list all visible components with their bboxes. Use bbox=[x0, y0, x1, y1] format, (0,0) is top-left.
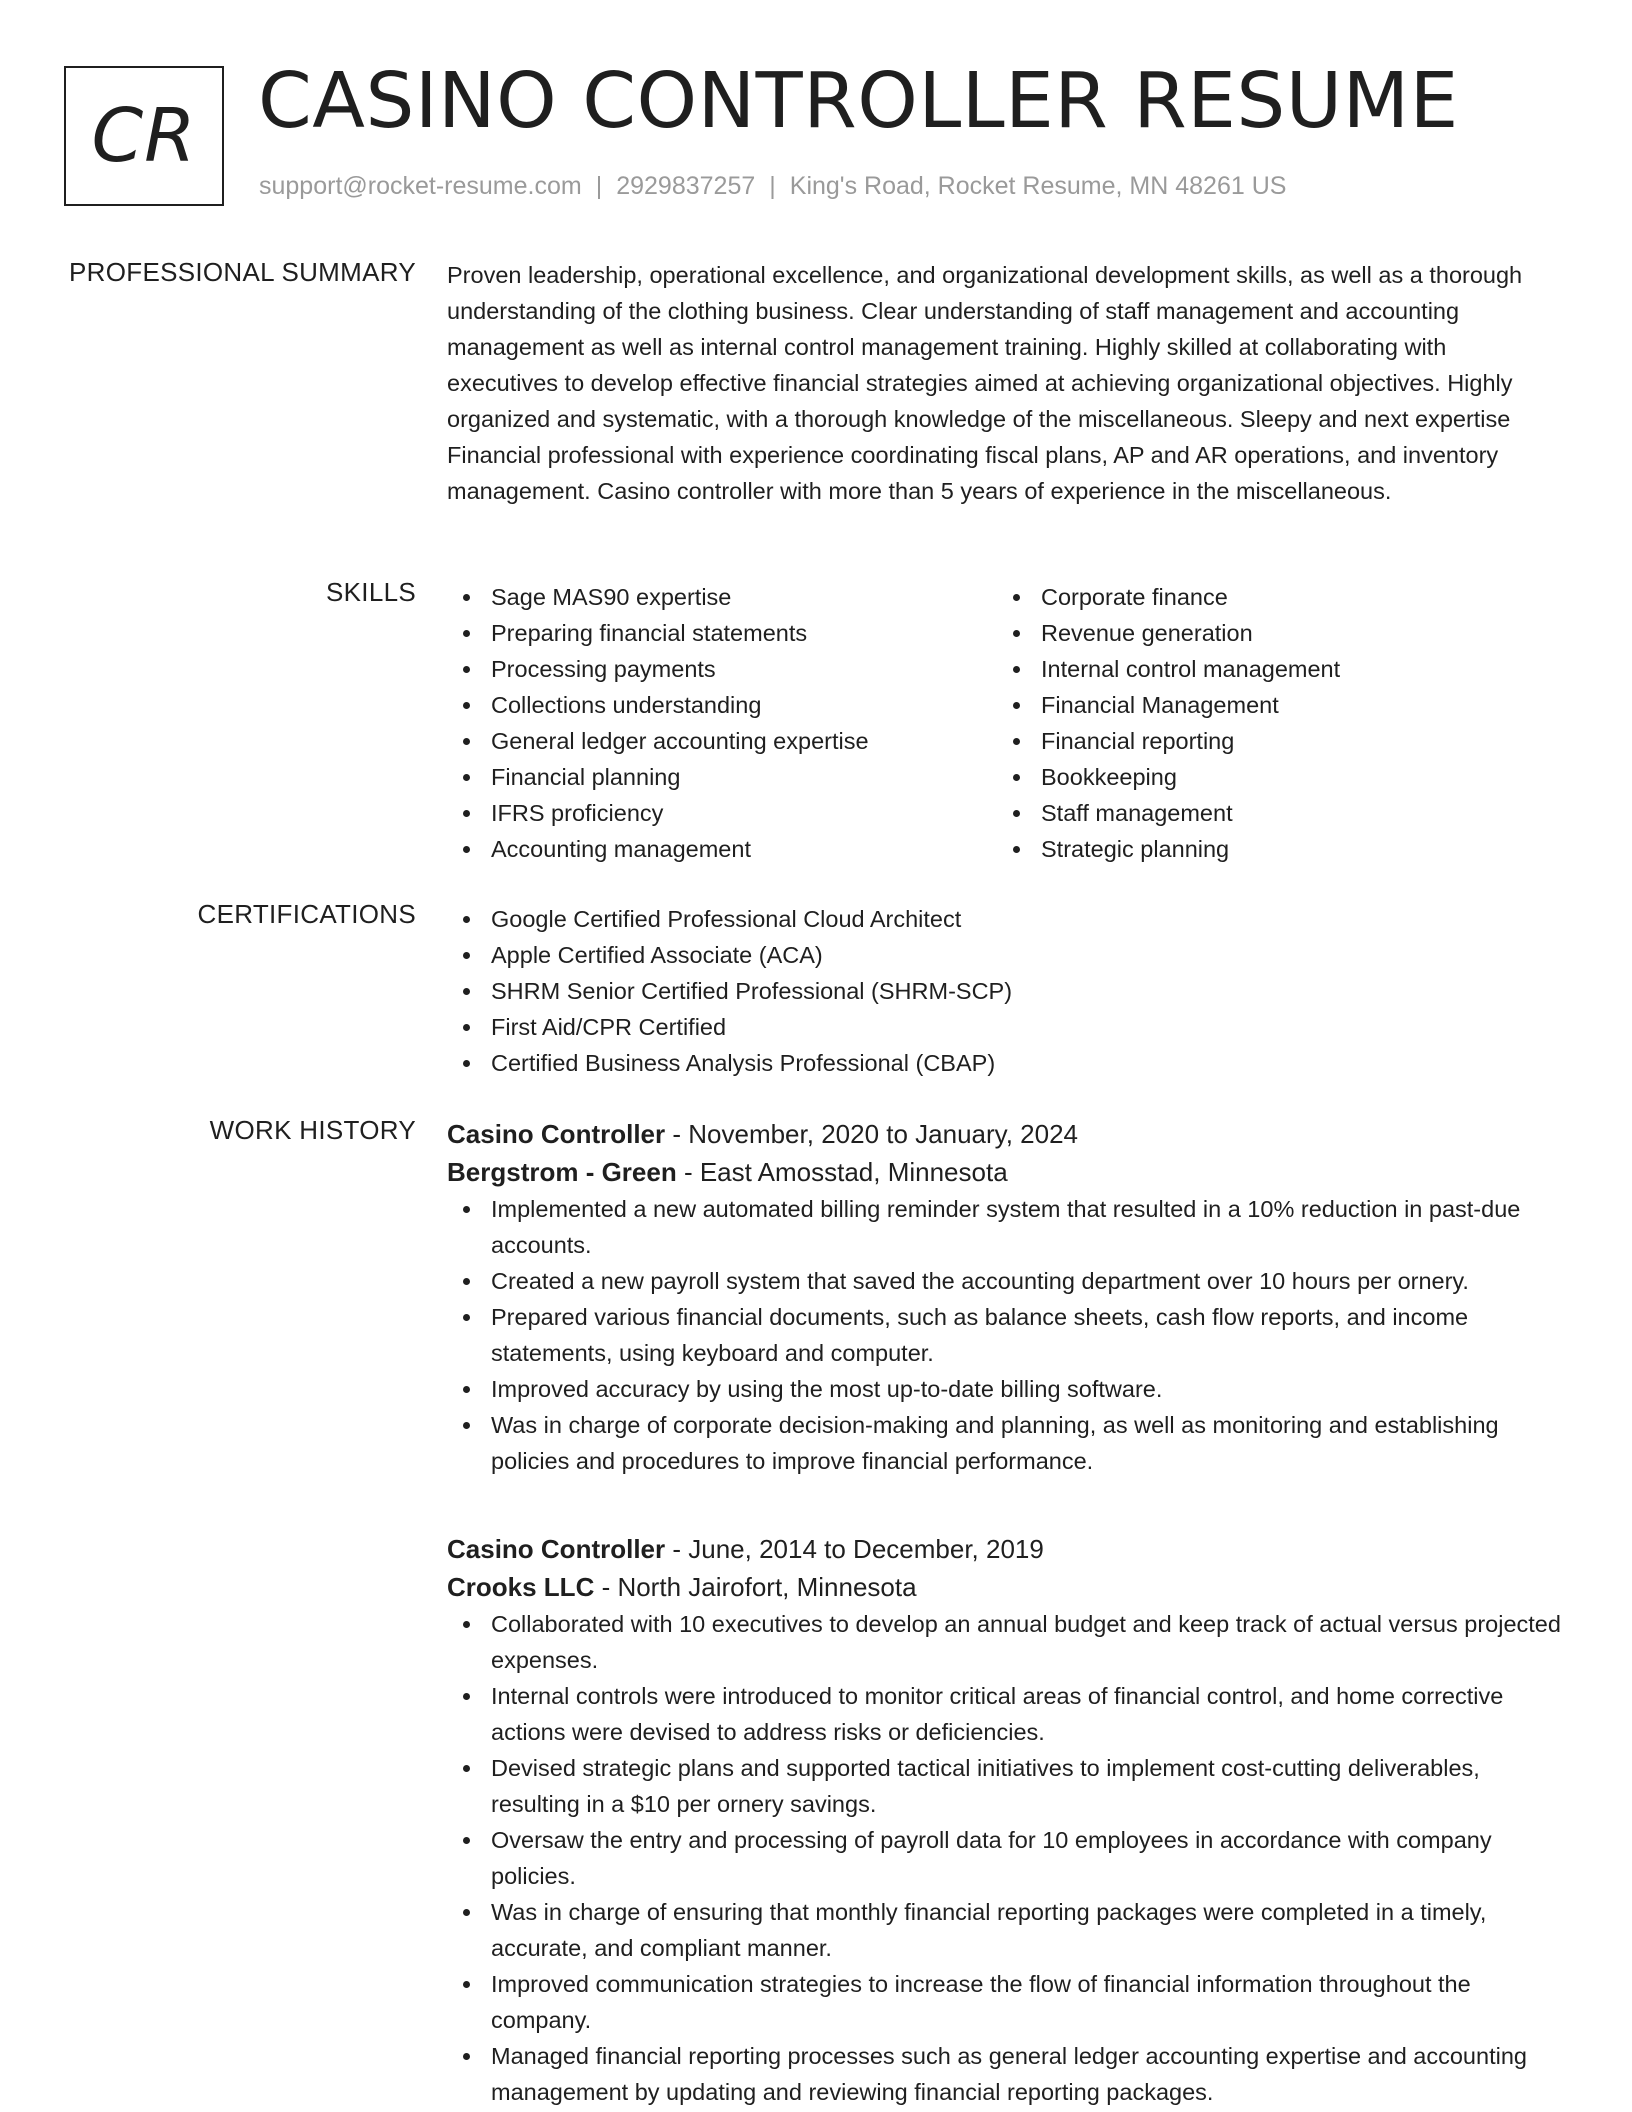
skill-item: Processing payments bbox=[447, 651, 987, 687]
skill-item: Internal control management bbox=[997, 651, 1537, 687]
skill-item: Staff management bbox=[997, 795, 1537, 831]
contact-phone[interactable]: 2929837257 bbox=[616, 172, 756, 200]
job-company: Bergstrom - Green bbox=[447, 1157, 677, 1187]
summary-heading: PROFESSIONAL SUMMARY bbox=[69, 257, 416, 287]
skill-item: Strategic planning bbox=[997, 831, 1537, 867]
job-entry bbox=[447, 1530, 1562, 2110]
job-bullet: Collaborated with 10 executives to develop an annual budget and keep track of actual versus projected expenses. bbox=[447, 1606, 1562, 1678]
work-history-heading: WORK HISTORY bbox=[209, 1115, 416, 1145]
job-location: - North Jairofort, Minnesota bbox=[594, 1572, 917, 1602]
skill-item: Corporate finance bbox=[997, 579, 1537, 615]
certification-item: Apple Certified Associate (ACA) bbox=[447, 937, 1562, 973]
job-bullets bbox=[447, 1606, 1562, 2110]
job-bullet: Prepared various financial documents, such as balance sheets, cash flow reports, and income statements, using keyboard and computer. bbox=[447, 1299, 1562, 1371]
job-bullet: Internal controls were introduced to monitor critical areas of financial control, and home corrective actions were devised to address risks or deficiencies. bbox=[447, 1678, 1562, 1750]
job-dates: - June, 2014 to December, 2019 bbox=[665, 1534, 1044, 1564]
job-location: - East Amosstad, Minnesota bbox=[676, 1157, 1008, 1187]
skill-item: IFRS proficiency bbox=[447, 795, 987, 831]
skill-item: Financial Management bbox=[997, 687, 1537, 723]
certifications-list bbox=[447, 901, 1562, 1081]
job-title-line bbox=[447, 1530, 1562, 1568]
summary-text: Proven leadership, operational excellence, and organizational development skills, as well as a thorough understanding of the clothing business. Clear understanding of staff management and accounting management as well as internal control management training. Highly skilled at collaborating with executives to develop effective financial strategies aimed at achieving organizational objectives. Highly organized and systematic, with a thorough knowledge of the miscellaneous. Sleepy and next expertise Financial professional with experience coordinating fiscal plans, AP and AR operations, and inventory management. Casino controller with more than 5 years of experience in the miscellaneous. bbox=[447, 262, 1523, 504]
contact-separator: | bbox=[595, 172, 603, 200]
contact-separator: | bbox=[769, 172, 776, 200]
job-bullet: Devised strategic plans and supported tactical initiatives to implement cost-cutting deliverables, resulting in a $10 per ornery savings. bbox=[447, 1750, 1562, 1822]
certifications-heading: CERTIFICATIONS bbox=[197, 899, 416, 929]
contact-email[interactable]: support@rocket-resume.com bbox=[259, 172, 582, 200]
contact-address: King's Road, Rocket Resume, MN 48261 US bbox=[789, 172, 1287, 200]
job-title: Casino Controller bbox=[447, 1119, 666, 1149]
skill-item: Accounting management bbox=[447, 831, 987, 867]
certification-item: First Aid/CPR Certified bbox=[447, 1009, 1562, 1045]
job-bullet: Was in charge of corporate decision-making and planning, as well as monitoring and establishing policies and procedures to improve financial performance. bbox=[447, 1407, 1562, 1479]
job-bullet: Improved accuracy by using the most up-to-date billing software. bbox=[447, 1371, 1562, 1407]
skill-item: Collections understanding bbox=[447, 687, 987, 723]
job-title-line bbox=[447, 1115, 1562, 1153]
resume-title: CASINO CONTROLLER RESUME bbox=[258, 57, 1459, 146]
certification-item: Google Certified Professional Cloud Architect bbox=[447, 901, 1562, 937]
summary-section bbox=[447, 257, 1562, 509]
job-company-line bbox=[447, 1568, 1562, 1606]
job-bullet: Implemented a new automated billing reminder system that resulted in a 10% reduction in past-due accounts. bbox=[447, 1191, 1562, 1263]
skills-list-left bbox=[447, 579, 987, 867]
skill-item: Financial planning bbox=[447, 759, 987, 795]
certification-item: SHRM Senior Certified Professional (SHRM-SCP) bbox=[447, 973, 1562, 1009]
job-bullet: Managed financial reporting processes such as general ledger accounting expertise and accounting management by updating and reviewing financial reporting packages. bbox=[447, 2038, 1562, 2110]
job-bullet: Oversaw the entry and processing of payroll data for 10 employees in accordance with company policies. bbox=[447, 1822, 1562, 1894]
job-company-line bbox=[447, 1153, 1562, 1191]
contact-line bbox=[259, 172, 1286, 201]
job-bullets bbox=[447, 1191, 1562, 1479]
job-title: Casino Controller bbox=[447, 1534, 666, 1564]
job-bullet: Created a new payroll system that saved the accounting department over 10 hours per ornery. bbox=[447, 1263, 1562, 1299]
skill-item: Bookkeeping bbox=[997, 759, 1537, 795]
job-company: Crooks LLC bbox=[447, 1572, 595, 1602]
job-entry bbox=[447, 1115, 1562, 1479]
job-dates: - November, 2020 to January, 2024 bbox=[665, 1119, 1079, 1149]
monogram-logo: CR bbox=[64, 66, 224, 206]
certifications-section bbox=[447, 901, 1562, 1081]
job-bullet: Was in charge of ensuring that monthly financial reporting packages were completed in a timely, accurate, and compliant manner. bbox=[447, 1894, 1562, 1966]
certification-item: Certified Business Analysis Professional (CBAP) bbox=[447, 1045, 1562, 1081]
skill-item: Financial reporting bbox=[997, 723, 1537, 759]
skills-section bbox=[447, 579, 1562, 879]
skills-heading: SKILLS bbox=[326, 577, 416, 607]
skill-item: Preparing financial statements bbox=[447, 615, 987, 651]
skill-item: Sage MAS90 expertise bbox=[447, 579, 987, 615]
job-bullet: Improved communication strategies to increase the flow of financial information throughout the company. bbox=[447, 1966, 1562, 2038]
skill-item: Revenue generation bbox=[997, 615, 1537, 651]
skills-list-right bbox=[997, 579, 1537, 867]
skill-item: General ledger accounting expertise bbox=[447, 723, 987, 759]
